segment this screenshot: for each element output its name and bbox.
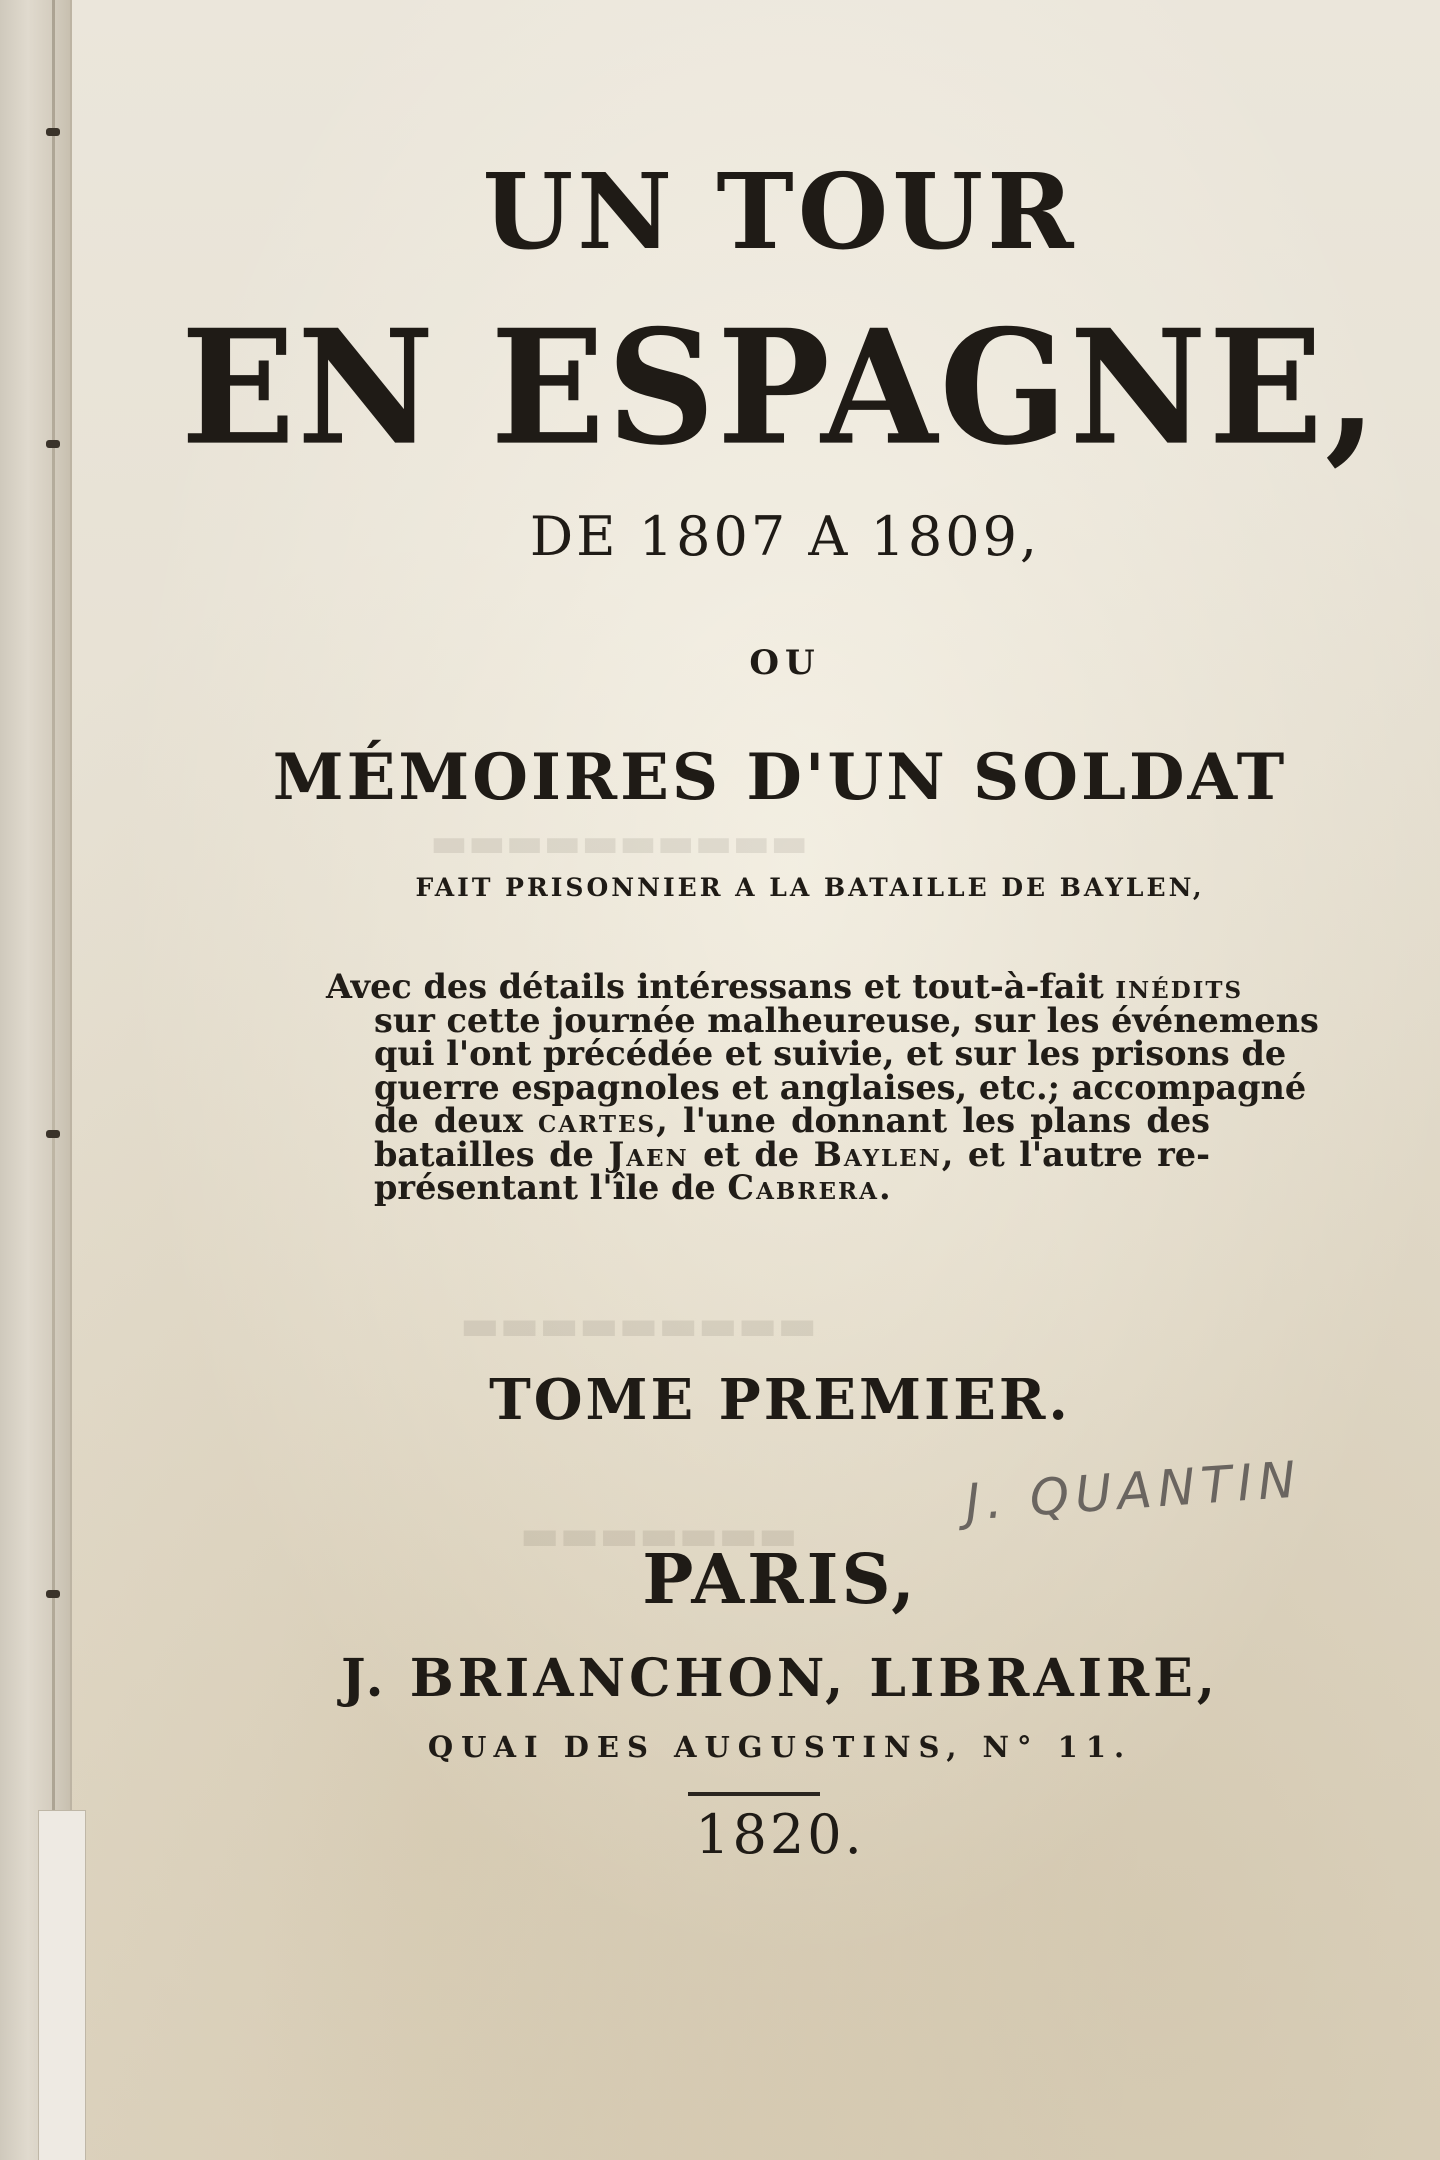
binding-nick	[46, 1130, 60, 1138]
description-text: et de	[703, 1134, 800, 1174]
description-text: guerre espagnoles et anglaises, etc.; accompagné	[374, 1067, 1307, 1107]
imprint-publisher: J. BRIANCHON, LIBRAIRE,	[340, 1648, 1220, 1709]
description-smallcaps: inédits	[1115, 967, 1244, 1006]
binding-nick	[46, 128, 60, 136]
description-paragraph	[326, 967, 1319, 1207]
imprint-address: QUAI DES AUGUSTINS, N° 11.	[427, 1730, 1133, 1764]
description-text: , et l'autre re-	[941, 1134, 1210, 1174]
divider-rule	[688, 1792, 820, 1796]
title-conjunction: OU	[749, 643, 821, 683]
title-line-2: EN ESPAGNE,	[180, 295, 1380, 481]
description-line	[330, 1034, 1287, 1073]
description-text: de deux	[374, 1101, 523, 1140]
subtitle-2: FAIT PRISONNIER A LA BATAILLE DE BAYLEN,	[415, 873, 1205, 902]
description-text: , l'une donnant les plans des	[656, 1101, 1210, 1140]
description-line	[330, 1000, 1319, 1040]
subtitle: MÉMOIRES D'UN SOLDAT	[272, 740, 1288, 815]
description-smallcaps: Jaen	[608, 1134, 689, 1174]
title-dates: DE 1807 A 1809,	[529, 505, 1041, 568]
description-smallcaps: Cabrera	[727, 1168, 879, 1207]
title-line-1: UN TOUR	[482, 150, 1078, 273]
description-line	[330, 1168, 1210, 1207]
show-through-block: ▬▬▬▬▬▬▬▬▬▬	[430, 820, 808, 866]
volume-label: TOME PREMIER.	[489, 1367, 1071, 1433]
description-text: qui l'ont précédée et suivie, et sur les prisons de	[374, 1034, 1287, 1073]
show-through-block: ▬▬▬▬▬▬▬▬▬	[460, 1300, 818, 1349]
binding-nick	[46, 1590, 60, 1598]
description-line	[326, 967, 1244, 1006]
description-text: batailles de	[374, 1134, 594, 1174]
description-text: .	[878, 1168, 891, 1207]
description-line	[330, 1067, 1307, 1107]
description-line	[330, 1101, 1210, 1140]
description-smallcaps: cartes	[538, 1101, 657, 1140]
description-text: sur cette journée malheureuse, sur les événemens	[374, 1000, 1319, 1040]
imprint-city: PARIS,	[642, 1540, 918, 1620]
description-text: présentant l'île de	[374, 1168, 716, 1207]
imprint-year: 1820.	[695, 1803, 865, 1866]
description-line	[330, 1134, 1210, 1174]
show-through-block: ▬▬▬▬▬▬▬	[520, 1510, 798, 1559]
description-smallcaps: Baylen	[813, 1134, 942, 1174]
description-text: Avec des détails intéressans et tout-à-fait	[326, 967, 1104, 1006]
binding-nick	[46, 440, 60, 448]
handwritten-signature: J. QUANTIN	[963, 1450, 1304, 1532]
